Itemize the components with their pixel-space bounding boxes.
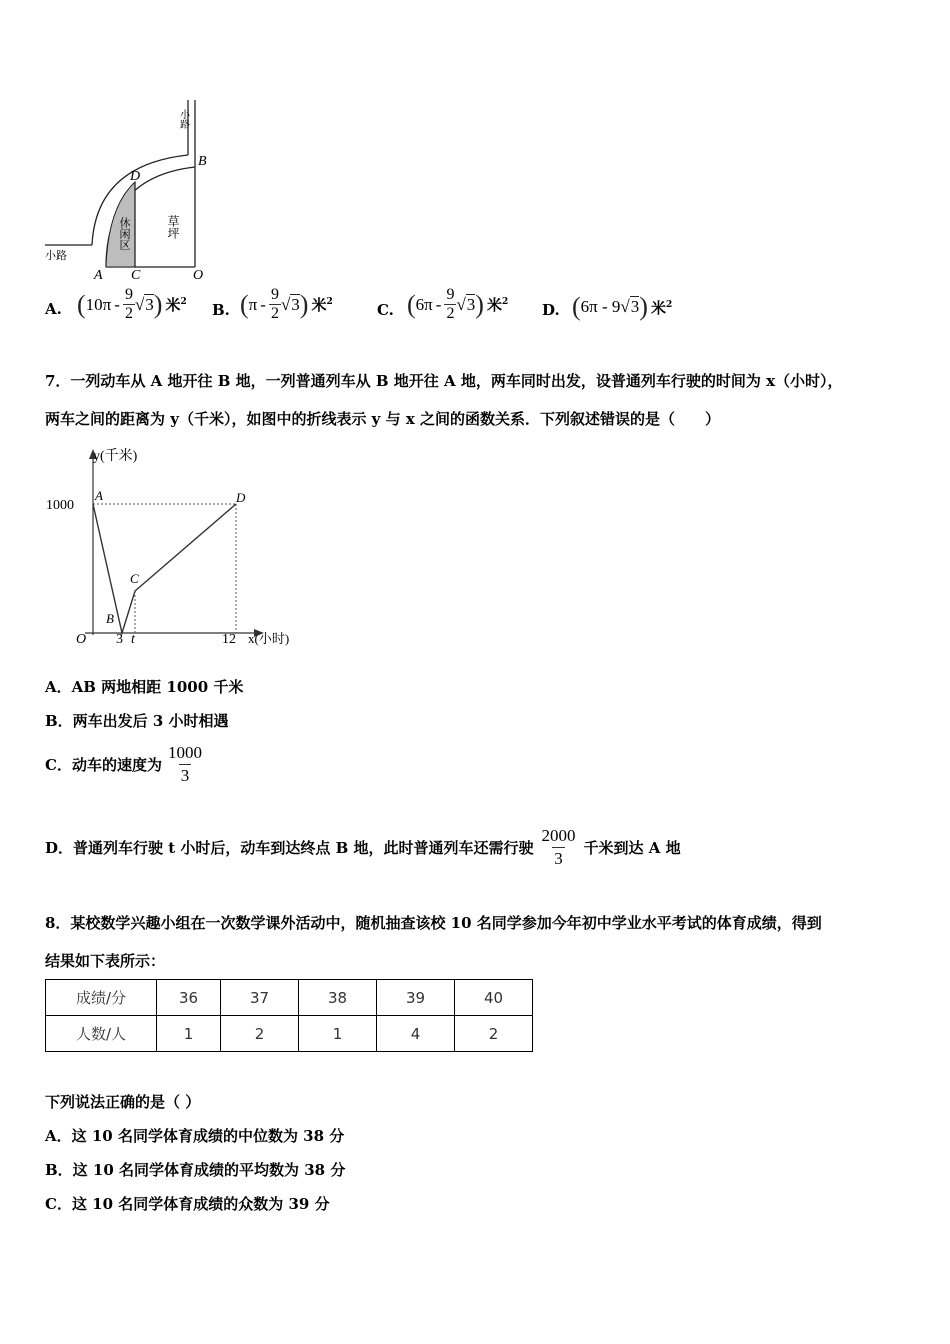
table-cell: 37 [221,980,299,1016]
x-tick-3: 3 [116,632,123,647]
rest-area-label: 休闲区 [118,217,130,250]
road-left-label: 小路 [45,250,67,262]
table-cell: 39 [377,980,455,1016]
point-O-label: O [193,268,204,280]
table-cell: 1 [299,1016,377,1052]
q6-options-row [45,286,745,336]
q6-option-a [45,300,62,318]
y-tick-1000: 1000 [46,498,74,513]
lawn-label: 草坪 [166,215,180,239]
point-A-label: A [94,268,103,280]
q7-option-d-text: D．普通列车行驶 t 小时后，动车到达终点 B 地，此时普通列车还需行驶 [45,839,534,857]
point-D: D [236,490,246,505]
q7-graph [40,445,310,650]
table-cell: 36 [157,980,221,1016]
table-row [46,1016,533,1052]
point-C-label: C [131,268,141,280]
q8-option-c: C．这 10 名同学体育成绩的众数为 39 分 [45,1195,330,1213]
q7-option-b: B．两车出发后 3 小时相遇 [45,712,229,730]
q6-option-b-expr: ( π - $\frac{9}{2}$ √3 ) 米$^2$ [240,286,333,322]
q7-option-c-fraction: $\frac{1000}{3}$ [167,743,202,785]
point-B: B [106,611,114,626]
option-letter: A. [45,300,62,318]
table-cell: 40 [455,980,533,1016]
table-cell: 2 [455,1016,533,1052]
y-axis-label: y(千米) [93,449,138,464]
distance-polyline [93,504,236,633]
point-C: C [130,571,139,586]
table-row [46,980,533,1016]
count-header: 人数/人 [46,1016,157,1052]
q7-option-d [45,825,681,870]
q7-option-a: A．AB 两地相距 1000 千米 [45,678,244,696]
x-axis-label: x(小时) [248,631,290,646]
point-A: A [95,488,103,503]
q6-option-a-expr: ( 10π - $\frac{9}{2}$ √3 ) 米$^2$ [77,286,187,322]
q7-stem-line2: 两车之间的距离为 y（千米），如图中的折线表示 y 与 x 之间的函数关系．下列叙述错误的是（ ） [45,410,720,428]
x-tick-12: 12 [222,632,236,647]
origin-label: O [76,632,87,647]
table-cell: 4 [377,1016,455,1052]
q6-option-b: B. [212,301,230,319]
q6-option-d: D. [542,301,560,319]
q8-stem-line1: 8．某校数学兴趣小组在一次数学课外活动中，随机抽查该校 10 名同学参加今年初中学业水平考试的体育成绩，得到 [45,914,822,932]
q7-option-d-fraction: $\frac{2000}{3}$ [541,826,576,868]
q7-stem-line1: 7．一列动车从 A 地开往 B 地，一列普通列车从 B 地开往 A 地，两车同时出发，设普通列车行驶的时间为 x（小时）， [45,372,843,390]
q8-stem-line2: 结果如下表所示： [45,952,166,970]
point-B-label: B [198,154,207,169]
q8-prompt: 下列说法正确的是（ ） [45,1093,201,1111]
q6-option-d-expr: ( 6π - 9 √3 ) 米$^2$ [572,292,673,321]
table-cell: 38 [299,980,377,1016]
q8-option-a: A．这 10 名同学体育成绩的中位数为 38 分 [45,1127,345,1145]
table-cell: 1 [157,1016,221,1052]
point-D-label: D [130,169,141,184]
q7-option-c [45,742,204,787]
road-top-label: 小路 [177,109,189,129]
park-diagram [40,95,230,280]
q8-option-b: B．这 10 名同学体育成绩的平均数为 38 分 [45,1161,346,1179]
table-cell: 2 [221,1016,299,1052]
q7-option-d-suffix: 千米到达 A 地 [583,839,681,857]
score-header: 成绩/分 [46,980,157,1016]
q7-option-c-text: C．动车的速度为 [45,756,162,774]
q6-option-c: C. [377,301,394,319]
score-table [45,979,533,1052]
q6-option-c-expr: ( 6π - $\frac{9}{2}$ √3 ) 米$^2$ [407,286,509,322]
x-tick-t: t [131,632,135,647]
